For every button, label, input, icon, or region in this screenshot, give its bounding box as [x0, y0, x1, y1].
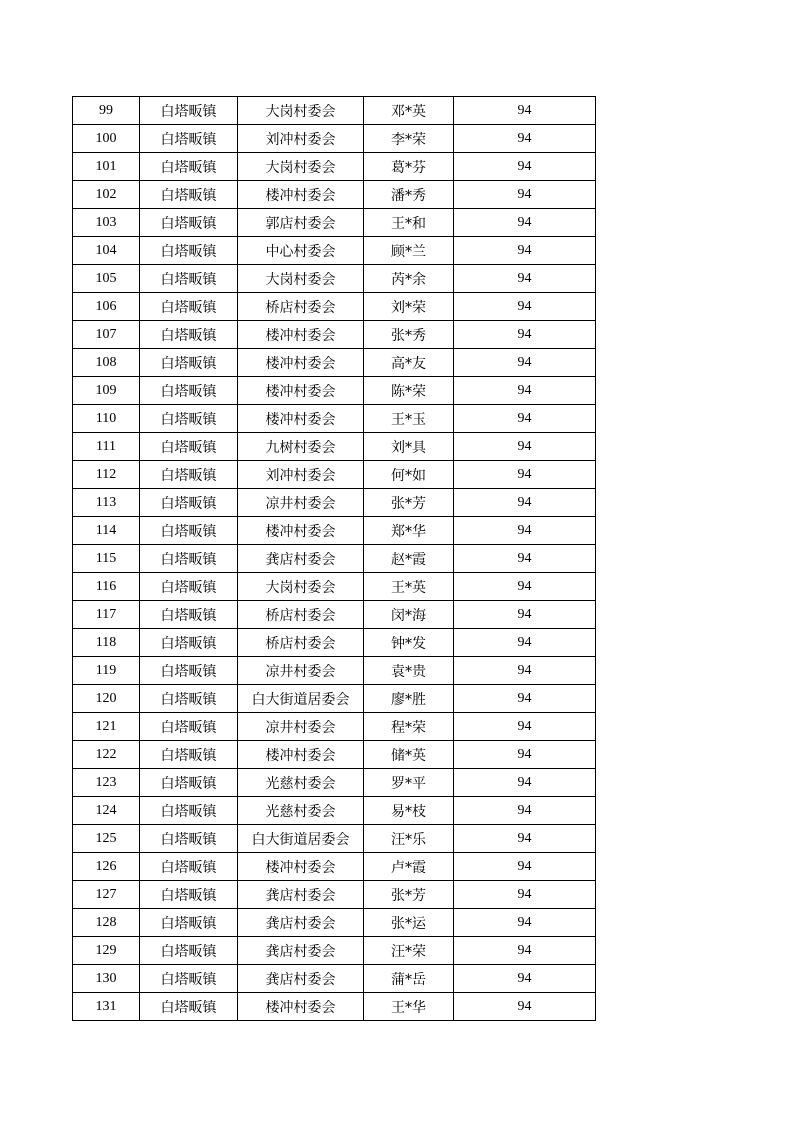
table-row — [73, 797, 596, 825]
town-cell: 白塔畈镇 — [140, 153, 238, 181]
score-cell: 94 — [454, 97, 596, 125]
row-number-cell: 113 — [73, 489, 140, 517]
score-cell: 94 — [454, 237, 596, 265]
row-number-cell: 103 — [73, 209, 140, 237]
person-name-cell: 储*英 — [364, 741, 454, 769]
table-row — [73, 713, 596, 741]
person-name-cell: 程*荣 — [364, 713, 454, 741]
table-row — [73, 209, 596, 237]
score-cell: 94 — [454, 797, 596, 825]
score-cell: 94 — [454, 489, 596, 517]
person-name-cell: 廖*胜 — [364, 685, 454, 713]
table-row — [73, 937, 596, 965]
person-name-cell: 王*华 — [364, 993, 454, 1021]
row-number-cell: 102 — [73, 181, 140, 209]
village-committee-cell: 楼冲村委会 — [238, 517, 364, 545]
row-number-cell: 108 — [73, 349, 140, 377]
person-name-cell: 蒲*岳 — [364, 965, 454, 993]
person-name-cell: 邓*英 — [364, 97, 454, 125]
village-committee-cell: 大岗村委会 — [238, 97, 364, 125]
row-number-cell: 118 — [73, 629, 140, 657]
table-row — [73, 237, 596, 265]
town-cell: 白塔畈镇 — [140, 937, 238, 965]
village-committee-cell: 龚店村委会 — [238, 545, 364, 573]
score-cell: 94 — [454, 405, 596, 433]
village-committee-cell: 楼冲村委会 — [238, 349, 364, 377]
table-row — [73, 545, 596, 573]
table-row — [73, 825, 596, 853]
town-cell: 白塔畈镇 — [140, 461, 238, 489]
town-cell: 白塔畈镇 — [140, 573, 238, 601]
table-row — [73, 517, 596, 545]
roster-table — [72, 96, 596, 1021]
score-cell: 94 — [454, 377, 596, 405]
person-name-cell: 顾*兰 — [364, 237, 454, 265]
village-committee-cell: 楼冲村委会 — [238, 405, 364, 433]
score-cell: 94 — [454, 657, 596, 685]
village-committee-cell: 凉井村委会 — [238, 657, 364, 685]
town-cell: 白塔畈镇 — [140, 349, 238, 377]
score-cell: 94 — [454, 461, 596, 489]
table-row — [73, 741, 596, 769]
town-cell: 白塔畈镇 — [140, 265, 238, 293]
score-cell: 94 — [454, 153, 596, 181]
town-cell: 白塔畈镇 — [140, 97, 238, 125]
roster-table-body — [73, 97, 596, 1021]
town-cell: 白塔畈镇 — [140, 181, 238, 209]
row-number-cell: 127 — [73, 881, 140, 909]
town-cell: 白塔畈镇 — [140, 377, 238, 405]
score-cell: 94 — [454, 993, 596, 1021]
person-name-cell: 高*友 — [364, 349, 454, 377]
score-cell: 94 — [454, 573, 596, 601]
town-cell: 白塔畈镇 — [140, 825, 238, 853]
score-cell: 94 — [454, 601, 596, 629]
score-cell: 94 — [454, 349, 596, 377]
score-cell: 94 — [454, 125, 596, 153]
person-name-cell: 李*荣 — [364, 125, 454, 153]
table-row — [73, 265, 596, 293]
person-name-cell: 张*运 — [364, 909, 454, 937]
person-name-cell: 陈*荣 — [364, 377, 454, 405]
town-cell: 白塔畈镇 — [140, 321, 238, 349]
town-cell: 白塔畈镇 — [140, 965, 238, 993]
town-cell: 白塔畈镇 — [140, 517, 238, 545]
village-committee-cell: 楼冲村委会 — [238, 853, 364, 881]
table-row — [73, 769, 596, 797]
village-committee-cell: 楼冲村委会 — [238, 741, 364, 769]
town-cell: 白塔畈镇 — [140, 405, 238, 433]
person-name-cell: 刘*荣 — [364, 293, 454, 321]
town-cell: 白塔畈镇 — [140, 433, 238, 461]
person-name-cell: 王*和 — [364, 209, 454, 237]
row-number-cell: 128 — [73, 909, 140, 937]
table-row — [73, 125, 596, 153]
village-committee-cell: 龚店村委会 — [238, 965, 364, 993]
score-cell: 94 — [454, 881, 596, 909]
table-row — [73, 965, 596, 993]
score-cell: 94 — [454, 293, 596, 321]
person-name-cell: 张*芳 — [364, 489, 454, 517]
town-cell: 白塔畈镇 — [140, 601, 238, 629]
score-cell: 94 — [454, 853, 596, 881]
row-number-cell: 131 — [73, 993, 140, 1021]
town-cell: 白塔畈镇 — [140, 629, 238, 657]
person-name-cell: 王*玉 — [364, 405, 454, 433]
person-name-cell: 刘*具 — [364, 433, 454, 461]
village-committee-cell: 郭店村委会 — [238, 209, 364, 237]
town-cell: 白塔畈镇 — [140, 685, 238, 713]
village-committee-cell: 楼冲村委会 — [238, 321, 364, 349]
town-cell: 白塔畈镇 — [140, 741, 238, 769]
village-committee-cell: 刘冲村委会 — [238, 125, 364, 153]
table-row — [73, 433, 596, 461]
row-number-cell: 100 — [73, 125, 140, 153]
table-row — [73, 377, 596, 405]
person-name-cell: 王*英 — [364, 573, 454, 601]
town-cell: 白塔畈镇 — [140, 769, 238, 797]
row-number-cell: 112 — [73, 461, 140, 489]
person-name-cell: 芮*余 — [364, 265, 454, 293]
score-cell: 94 — [454, 825, 596, 853]
town-cell: 白塔畈镇 — [140, 713, 238, 741]
table-row — [73, 993, 596, 1021]
table-row — [73, 97, 596, 125]
village-committee-cell: 白大街道居委会 — [238, 685, 364, 713]
row-number-cell: 101 — [73, 153, 140, 181]
village-committee-cell: 龚店村委会 — [238, 881, 364, 909]
score-cell: 94 — [454, 209, 596, 237]
row-number-cell: 123 — [73, 769, 140, 797]
score-cell: 94 — [454, 769, 596, 797]
village-committee-cell: 凉井村委会 — [238, 713, 364, 741]
row-number-cell: 106 — [73, 293, 140, 321]
village-committee-cell: 龚店村委会 — [238, 937, 364, 965]
town-cell: 白塔畈镇 — [140, 881, 238, 909]
person-name-cell: 卢*霞 — [364, 853, 454, 881]
person-name-cell: 张*芳 — [364, 881, 454, 909]
row-number-cell: 129 — [73, 937, 140, 965]
village-committee-cell: 楼冲村委会 — [238, 377, 364, 405]
row-number-cell: 126 — [73, 853, 140, 881]
person-name-cell: 潘*秀 — [364, 181, 454, 209]
score-cell: 94 — [454, 713, 596, 741]
row-number-cell: 120 — [73, 685, 140, 713]
person-name-cell: 张*秀 — [364, 321, 454, 349]
village-committee-cell: 刘冲村委会 — [238, 461, 364, 489]
village-committee-cell: 大岗村委会 — [238, 265, 364, 293]
village-committee-cell: 龚店村委会 — [238, 909, 364, 937]
table-row — [73, 573, 596, 601]
row-number-cell: 121 — [73, 713, 140, 741]
village-committee-cell: 中心村委会 — [238, 237, 364, 265]
town-cell: 白塔畈镇 — [140, 489, 238, 517]
score-cell: 94 — [454, 517, 596, 545]
row-number-cell: 109 — [73, 377, 140, 405]
table-row — [73, 461, 596, 489]
person-name-cell: 赵*霞 — [364, 545, 454, 573]
score-cell: 94 — [454, 181, 596, 209]
village-committee-cell: 大岗村委会 — [238, 573, 364, 601]
town-cell: 白塔畈镇 — [140, 657, 238, 685]
person-name-cell: 闵*海 — [364, 601, 454, 629]
score-cell: 94 — [454, 265, 596, 293]
row-number-cell: 111 — [73, 433, 140, 461]
village-committee-cell: 桥店村委会 — [238, 601, 364, 629]
row-number-cell: 124 — [73, 797, 140, 825]
row-number-cell: 119 — [73, 657, 140, 685]
table-row — [73, 181, 596, 209]
village-committee-cell: 楼冲村委会 — [238, 181, 364, 209]
village-committee-cell: 楼冲村委会 — [238, 993, 364, 1021]
person-name-cell: 何*如 — [364, 461, 454, 489]
table-row — [73, 153, 596, 181]
table-row — [73, 293, 596, 321]
row-number-cell: 116 — [73, 573, 140, 601]
score-cell: 94 — [454, 909, 596, 937]
row-number-cell: 107 — [73, 321, 140, 349]
row-number-cell: 105 — [73, 265, 140, 293]
town-cell: 白塔畈镇 — [140, 237, 238, 265]
row-number-cell: 99 — [73, 97, 140, 125]
table-row — [73, 321, 596, 349]
row-number-cell: 122 — [73, 741, 140, 769]
score-cell: 94 — [454, 937, 596, 965]
town-cell: 白塔畈镇 — [140, 293, 238, 321]
person-name-cell: 钟*发 — [364, 629, 454, 657]
table-row — [73, 489, 596, 517]
person-name-cell: 汪*乐 — [364, 825, 454, 853]
person-name-cell: 郑*华 — [364, 517, 454, 545]
table-row — [73, 685, 596, 713]
row-number-cell: 125 — [73, 825, 140, 853]
village-committee-cell: 九树村委会 — [238, 433, 364, 461]
town-cell: 白塔畈镇 — [140, 209, 238, 237]
row-number-cell: 130 — [73, 965, 140, 993]
row-number-cell: 115 — [73, 545, 140, 573]
row-number-cell: 104 — [73, 237, 140, 265]
town-cell: 白塔畈镇 — [140, 909, 238, 937]
table-row — [73, 909, 596, 937]
person-name-cell: 罗*平 — [364, 769, 454, 797]
town-cell: 白塔畈镇 — [140, 853, 238, 881]
person-name-cell: 葛*芬 — [364, 153, 454, 181]
table-row — [73, 657, 596, 685]
town-cell: 白塔畈镇 — [140, 797, 238, 825]
village-committee-cell: 光慈村委会 — [238, 797, 364, 825]
village-committee-cell: 桥店村委会 — [238, 293, 364, 321]
row-number-cell: 110 — [73, 405, 140, 433]
village-committee-cell: 白大街道居委会 — [238, 825, 364, 853]
table-row — [73, 601, 596, 629]
village-committee-cell: 光慈村委会 — [238, 769, 364, 797]
table-row — [73, 853, 596, 881]
row-number-cell: 117 — [73, 601, 140, 629]
score-cell: 94 — [454, 965, 596, 993]
score-cell: 94 — [454, 321, 596, 349]
score-cell: 94 — [454, 433, 596, 461]
village-committee-cell: 凉井村委会 — [238, 489, 364, 517]
person-name-cell: 易*枝 — [364, 797, 454, 825]
person-name-cell: 汪*荣 — [364, 937, 454, 965]
town-cell: 白塔畈镇 — [140, 993, 238, 1021]
village-committee-cell: 大岗村委会 — [238, 153, 364, 181]
table-row — [73, 629, 596, 657]
person-name-cell: 袁*贵 — [364, 657, 454, 685]
table-row — [73, 349, 596, 377]
score-cell: 94 — [454, 545, 596, 573]
village-committee-cell: 桥店村委会 — [238, 629, 364, 657]
table-row — [73, 881, 596, 909]
score-cell: 94 — [454, 741, 596, 769]
score-cell: 94 — [454, 629, 596, 657]
score-cell: 94 — [454, 685, 596, 713]
town-cell: 白塔畈镇 — [140, 125, 238, 153]
table-row — [73, 405, 596, 433]
row-number-cell: 114 — [73, 517, 140, 545]
town-cell: 白塔畈镇 — [140, 545, 238, 573]
